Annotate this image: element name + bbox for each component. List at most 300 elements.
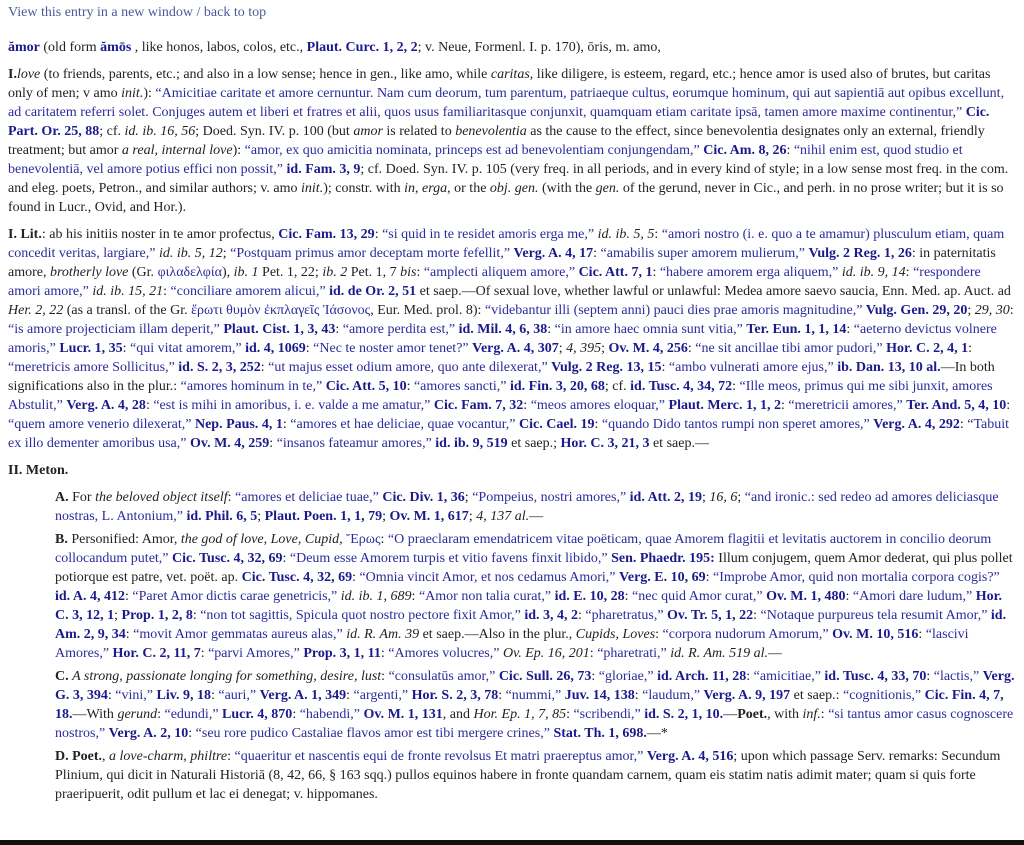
text: , or the bbox=[447, 181, 490, 196]
text: ; bbox=[558, 341, 567, 356]
italic-text: id. R. Am. 519 al. bbox=[670, 646, 768, 661]
citation-link[interactable]: Ov. M. 1, 131 bbox=[363, 707, 443, 722]
text: Personified: Amor, bbox=[67, 532, 181, 547]
citation-link[interactable]: Verg. A. 2, 10 bbox=[108, 726, 189, 741]
text: : bbox=[959, 417, 968, 432]
citation-link[interactable]: Cic. Cael. 19 bbox=[519, 417, 595, 432]
sense-paragraph bbox=[8, 38, 1016, 57]
citation-link[interactable]: Lucr. 4, 870 bbox=[222, 707, 293, 722]
text: : bbox=[968, 341, 972, 356]
quotation: “Paret Amor dictis carae genetricis,” bbox=[132, 589, 338, 604]
text: —In both significations also in the plur.: bbox=[8, 360, 995, 394]
text: , with bbox=[767, 707, 803, 722]
headword: ămōs bbox=[100, 40, 132, 55]
citation-link[interactable]: Verg. A. 1, 349 bbox=[259, 688, 347, 703]
text: ; bbox=[114, 608, 122, 623]
text: : bbox=[594, 417, 602, 432]
text: ; bbox=[222, 246, 231, 261]
text: : bbox=[753, 608, 761, 623]
text: : bbox=[589, 646, 598, 661]
text: : bbox=[652, 265, 660, 280]
greek-text: φιλαδελφία bbox=[157, 265, 222, 280]
sense-label: B. bbox=[55, 532, 68, 547]
text: : bbox=[845, 589, 853, 604]
citation-link[interactable]: Ov. M. 1, 480 bbox=[766, 589, 846, 604]
text: : bbox=[411, 589, 419, 604]
italic-text: amor bbox=[353, 124, 383, 139]
quotation: “nummi,” bbox=[505, 688, 562, 703]
text: : bbox=[566, 707, 574, 722]
nav-separator: / bbox=[193, 5, 204, 20]
text: : bbox=[705, 570, 714, 585]
subsense-paragraph bbox=[55, 488, 1016, 526]
quotation: “gloriae,” bbox=[598, 669, 654, 684]
citation-link[interactable]: Cic. Tusc. 4, 32, 69 bbox=[241, 570, 353, 585]
text: , and bbox=[442, 707, 474, 722]
text: ; bbox=[737, 490, 745, 505]
text: (old form bbox=[39, 40, 101, 55]
quotation: “qui vitat amorem,” bbox=[130, 341, 242, 356]
citation-link[interactable]: Hor. C. 2, 4, 1 bbox=[886, 341, 969, 356]
quotation: “amores sancti,” bbox=[413, 379, 507, 394]
italic-text: a real, internal love bbox=[121, 143, 233, 158]
text: : bbox=[1009, 303, 1014, 318]
quotation: “ut majus esset odium amore, quo ante dilexerat,” bbox=[268, 360, 548, 375]
text: : bbox=[786, 143, 794, 158]
view-in-new-window-link[interactable]: View this entry in a new window bbox=[8, 5, 194, 20]
text: : bbox=[498, 688, 506, 703]
text: ): bbox=[232, 143, 245, 158]
text: ; bbox=[382, 509, 390, 524]
text: ; bbox=[702, 490, 710, 505]
quotation: “quem amore venerio dilexerat,” bbox=[8, 417, 192, 432]
sense-paragraph bbox=[8, 461, 1016, 480]
citation-link[interactable]: Hor. C. 3, 12, 1 bbox=[55, 589, 1003, 623]
text: : ab his initiis noster in te amor profectus, bbox=[41, 227, 279, 242]
text: : bbox=[380, 646, 389, 661]
text: : bbox=[661, 360, 669, 375]
citation-link[interactable]: Vulg. 2 Reg. 1, 26 bbox=[808, 246, 912, 261]
quotation: “edundi,” bbox=[164, 707, 219, 722]
sense-label: A. bbox=[55, 490, 69, 505]
text: ; upon which passage Serv. remarks: Secundum Plinium, qui dicit in Naturali Historiā (8, 42, 66, § 163 sqq.) pullos equinos habere in fronte quandam carnem, quam eis statim natis adimit mater; quam si quis forte praeripuerit, odit pullum et lac ei denegat; v. hippomanes. bbox=[55, 749, 1001, 802]
greek-text: ἔρωτι θυμὸν ἐκπλαγεῖς Ἰάσονος bbox=[191, 303, 371, 318]
citation-link[interactable]: Prop. 1, 2, 8 bbox=[121, 608, 193, 623]
citation-link[interactable]: Plaut. Curc. 1, 2, 2 bbox=[306, 40, 418, 55]
citation-link[interactable]: id. ib. 9, 519 bbox=[435, 436, 508, 451]
italic-text: brotherly love bbox=[49, 265, 129, 280]
citation-link[interactable]: Plaut. Merc. 1, 1, 2 bbox=[668, 398, 782, 413]
text: , Eur. Med. prol. 8): bbox=[370, 303, 485, 318]
citation-link[interactable]: Verg. A. 9, 197 bbox=[703, 688, 791, 703]
text: : bbox=[282, 551, 290, 566]
text: : bbox=[846, 322, 854, 337]
text: et saep.; bbox=[507, 436, 561, 451]
italic-text: Cupids bbox=[575, 627, 616, 642]
text: : bbox=[200, 646, 209, 661]
text: : bbox=[163, 284, 171, 299]
citation-link[interactable]: id. A. 4, 412 bbox=[55, 589, 126, 604]
quotation: “nec quid Amor curat,” bbox=[632, 589, 763, 604]
text: ; bbox=[468, 509, 477, 524]
citation-link[interactable]: Ov. M. 1, 617 bbox=[389, 509, 469, 524]
text: : bbox=[125, 589, 133, 604]
quotation: “Amicitiae caritate et amore cernuntur. Nam cum deorum, tum parentum, patriaeque cultus, eorumque hominum, qui aut sapientiā aut opibus excellunt, ad caritatem referri solet. Conjuges autem et liberi et fratres et alii, quos usus familiaritasque conjunxit, quamquam etiam caritate ipsā, tamen amore maxime continentur,” bbox=[8, 86, 1005, 120]
quotation: “amores et hae deliciae, quae vocantur,” bbox=[290, 417, 516, 432]
quotation: “seu rore pudico Castaliae flavos amor est tibi mergere crines,” bbox=[195, 726, 550, 741]
quotation: “O praeclaram emendatricem vitae poëticam, quae Amorem flagitii et levitatis auctorem in concilio deorum collocandum putet,” bbox=[55, 532, 992, 566]
citation-link[interactable]: Liv. 9, 18 bbox=[156, 688, 211, 703]
citation-link[interactable]: Prop. 3, 1, 11 bbox=[303, 646, 381, 661]
citation-link[interactable]: Nep. Paus. 4, 1 bbox=[194, 417, 283, 432]
citation-link[interactable]: Verg. A. 4, 516 bbox=[646, 749, 734, 764]
text: : bbox=[591, 669, 599, 684]
text: , bbox=[339, 532, 347, 547]
quotation: “in amore haec omnia sunt vitia,” bbox=[554, 322, 743, 337]
sense-paragraph bbox=[8, 225, 1016, 453]
italic-text: inf. bbox=[802, 707, 821, 722]
citation-link[interactable]: Juv. 14, 138 bbox=[564, 688, 635, 703]
quotation: “si tantus amor casus cognoscere nostros,” bbox=[55, 707, 1014, 741]
text: (with the bbox=[538, 181, 596, 196]
text: : bbox=[227, 749, 235, 764]
text: : in paternitatis amore, bbox=[8, 246, 996, 280]
text: et saep.— bbox=[649, 436, 709, 451]
text: : bbox=[380, 532, 388, 547]
text: Illum conjugem, quem Amor dederat, qui plus pollet potiorque est patre, vet. poët. ap. bbox=[55, 551, 1013, 585]
text: ); constr. with bbox=[323, 181, 405, 196]
quotation: “amore perdita est,” bbox=[342, 322, 456, 337]
citation-link[interactable]: Ov. M. 4, 256 bbox=[608, 341, 688, 356]
text: : bbox=[352, 570, 360, 585]
citation-link[interactable]: Plaut. Cist. 1, 3, 43 bbox=[223, 322, 336, 337]
citation-link[interactable]: id. Tusc. 4, 33, 70 bbox=[824, 669, 927, 684]
quotation: “amabilis super amorem mulierum,” bbox=[600, 246, 806, 261]
text: : bbox=[335, 322, 343, 337]
italic-text: id. ib. 5, 5 bbox=[597, 227, 655, 242]
italic-text: init. bbox=[301, 181, 324, 196]
citation-link[interactable]: Ov. M. 4, 259 bbox=[189, 436, 270, 451]
text: : bbox=[282, 417, 291, 432]
citation-link[interactable]: id. Phil. 6, 5 bbox=[186, 509, 258, 524]
text: ; v. Neue, Formenl. I. p. 170), ōris, m. amo, bbox=[417, 40, 661, 55]
quotation: “scribendi,” bbox=[573, 707, 641, 722]
text: Pet. 1, 22; bbox=[258, 265, 323, 280]
quotation: “Postquam primus amor deceptam morte fefellit,” bbox=[230, 246, 511, 261]
subsense-paragraph bbox=[55, 667, 1016, 743]
text: —With bbox=[72, 707, 118, 722]
italic-text: init. bbox=[121, 86, 144, 101]
quotation: “Deum esse Amorem turpis et vitio favens finxit libido,” bbox=[289, 551, 608, 566]
italic-text: erga bbox=[421, 181, 448, 196]
citation-link[interactable]: Verg. A. 4, 17 bbox=[513, 246, 594, 261]
text: : bbox=[547, 322, 555, 337]
quotation: “argenti,” bbox=[353, 688, 409, 703]
italic-text: a love-charm, philtre bbox=[109, 749, 228, 764]
text: : bbox=[416, 265, 424, 280]
italic-text: id. ib. 1, 689 bbox=[340, 589, 412, 604]
citation-link[interactable]: Cic. Div. 1, 36 bbox=[382, 490, 465, 505]
quotation: “amores et deliciae tuae,” bbox=[235, 490, 379, 505]
text: : bbox=[593, 246, 601, 261]
quotation: “Notaque purpureus tela resumit Amor,” bbox=[760, 608, 988, 623]
italic-text: Cupid bbox=[304, 532, 340, 547]
italic-text: Ov. Ep. 16, 201 bbox=[502, 646, 590, 661]
text: : bbox=[732, 379, 740, 394]
citation-link[interactable]: id. E. 10, 28 bbox=[554, 589, 625, 604]
text: is related to bbox=[382, 124, 456, 139]
italic-text: id. ib. 9, 14 bbox=[841, 265, 906, 280]
quotation: “meos amores eloquar,” bbox=[530, 398, 666, 413]
text: : bbox=[269, 436, 277, 451]
citation-link[interactable]: Ter. And. 5, 4, 10 bbox=[906, 398, 1007, 413]
citation-link[interactable]: Verg. A. 4, 28 bbox=[66, 398, 146, 413]
citation-link[interactable]: id. Am. 2, 9, 34 bbox=[55, 608, 1007, 642]
text: : bbox=[145, 398, 154, 413]
italic-text: 16, 6 bbox=[709, 490, 738, 505]
sense-label: Poet. bbox=[737, 707, 768, 722]
text: , bbox=[615, 627, 623, 642]
citation-link[interactable]: Cic. Att. 5, 10 bbox=[325, 379, 407, 394]
sense-label: I. bbox=[8, 67, 17, 82]
back-to-top-link[interactable]: back to top bbox=[203, 5, 267, 20]
text: : bbox=[292, 707, 300, 722]
quotation: “meretricii amores,” bbox=[788, 398, 903, 413]
text: : bbox=[820, 707, 829, 722]
italic-text: love bbox=[16, 67, 41, 82]
text: ; cf. Doed. Syn. IV. p. 105 (very freq. in all periods, and in every kind of style; in a low sense most freq. in the com. and eleg. poets, Petron., and similar authors; v. amo bbox=[8, 162, 1009, 196]
citation-link[interactable]: Cic. Tusc. 4, 32, 69 bbox=[172, 551, 283, 566]
citation-link[interactable]: Stat. Th. 1, 698. bbox=[553, 726, 647, 741]
text: : bbox=[305, 341, 314, 356]
text: , bbox=[102, 749, 110, 764]
text: ; bbox=[967, 303, 975, 318]
italic-text: ib. 1 bbox=[233, 265, 259, 280]
text: : bbox=[406, 379, 414, 394]
text: : bbox=[523, 398, 531, 413]
italic-text: gen. bbox=[595, 181, 620, 196]
text: : bbox=[918, 627, 926, 642]
text: For bbox=[68, 490, 96, 505]
text: as the cause to the effect, since benevolentia designates only an external, friendly treatment; but amor bbox=[8, 124, 985, 158]
quotation: “quando Dido tantos rumpi non speret amores,” bbox=[601, 417, 870, 432]
quotation: “lascivi Amores,” bbox=[55, 627, 969, 661]
quotation: “ne sit ancillae tibi amor pudori,” bbox=[695, 341, 883, 356]
italic-text: Hor. Ep. 1, 7, 85 bbox=[473, 707, 567, 722]
citation-link[interactable]: Hor. C. 2, 11, 7 bbox=[112, 646, 201, 661]
quotation: “Pompeius, nostri amores,” bbox=[472, 490, 627, 505]
citation-link[interactable]: Hor. C. 3, 21, 3 bbox=[560, 436, 650, 451]
text: : bbox=[227, 490, 236, 505]
citation-link[interactable]: id. Att. 2, 19 bbox=[629, 490, 703, 505]
text: : bbox=[374, 227, 383, 242]
citation-link[interactable]: Ov. M. 10, 516 bbox=[832, 627, 919, 642]
text: : bbox=[122, 341, 130, 356]
text: (Gr. bbox=[128, 265, 158, 280]
quotation: “habendi,” bbox=[299, 707, 360, 722]
quotation: “non tot sagittis, Spicula quot nostro pectore fixit Amor,” bbox=[200, 608, 521, 623]
text: : bbox=[687, 341, 696, 356]
text: : bbox=[578, 608, 586, 623]
citation-link[interactable]: Sen. Phaedr. 195: bbox=[611, 551, 715, 566]
text: Pet. 1, 7 bbox=[347, 265, 401, 280]
quotation: “Omnia vincit Amor, et nos cedamus Amori,” bbox=[359, 570, 616, 585]
text: —* bbox=[646, 726, 668, 741]
text: : bbox=[381, 669, 389, 684]
text: (as a transl. of the Gr. bbox=[63, 303, 192, 318]
text: : bbox=[157, 707, 165, 722]
text: : bbox=[905, 265, 914, 280]
text: et saep.—Of sexual love, whether lawful or unlawful: Medea amore saevo saucia, Enn. Med. ap. Auct. ad bbox=[416, 284, 1011, 299]
italic-text: id. ib. 16, 56 bbox=[124, 124, 196, 139]
quotation: “and ironic.: sed redeo ad amores deliciasque nostras, L. Antonium,” bbox=[55, 490, 999, 524]
sense-paragraph bbox=[8, 65, 1016, 217]
citation-link[interactable]: id. 4, 1069 bbox=[245, 341, 306, 356]
text: , bbox=[414, 181, 422, 196]
italic-text: Love bbox=[270, 532, 298, 547]
quotation: “quaeritur et nascentis equi de fronte revolsus Et matri praereptus amor,” bbox=[234, 749, 644, 764]
italic-text: 4, 395 bbox=[566, 341, 602, 356]
citation-link[interactable]: Cic. Part. Or. 25, 88 bbox=[8, 105, 990, 139]
quotation: “pharetratus,” bbox=[585, 608, 664, 623]
text: ; Doed. Syn. IV. p. 100 (but bbox=[195, 124, 354, 139]
citation-link[interactable]: Cic. Am. 8, 26 bbox=[703, 143, 787, 158]
quotation: “Tabuit ex illo dementer amoribus usa,” bbox=[8, 417, 1010, 451]
text: : bbox=[746, 669, 754, 684]
subsense-paragraph bbox=[55, 530, 1016, 663]
text: ; cf. bbox=[604, 379, 631, 394]
quotation: “amicitiae,” bbox=[753, 669, 821, 684]
text: : bbox=[781, 398, 789, 413]
text: : bbox=[624, 589, 633, 604]
italic-text: 4, 137 al. bbox=[476, 509, 530, 524]
italic-text: A strong, passionate longing for something, desire, lust bbox=[72, 669, 382, 684]
citation-link[interactable]: id. Fin. 3, 20, 68 bbox=[509, 379, 605, 394]
citation-link[interactable]: Verg. A. 4, 307 bbox=[472, 341, 559, 356]
citation-link[interactable]: Ter. Eun. 1, 1, 14 bbox=[746, 322, 847, 337]
citation-link[interactable]: id. Fam. 3, 9 bbox=[286, 162, 361, 177]
sense-label: C. bbox=[55, 669, 69, 684]
text: — bbox=[529, 509, 544, 524]
citation-link[interactable]: Verg. E. 10, 69 bbox=[619, 570, 706, 585]
quotation: “Amor non talia curat,” bbox=[418, 589, 552, 604]
citation-link[interactable]: Cic. Sull. 26, 73 bbox=[498, 669, 592, 684]
citation-link[interactable]: id. Tusc. 4, 34, 72 bbox=[630, 379, 733, 394]
citation-link[interactable]: id. Mil. 4, 6, 38 bbox=[458, 322, 548, 337]
citation-link[interactable]: Hor. S. 2, 3, 78 bbox=[411, 688, 499, 703]
citation-link[interactable]: id. Arch. 11, 28 bbox=[657, 669, 747, 684]
italic-text: the god of love bbox=[180, 532, 264, 547]
quotation: “Amori dare ludum,” bbox=[852, 589, 973, 604]
quotation: “est is mihi in amoribus, i. e. valde a me amatur,” bbox=[153, 398, 431, 413]
quotation: “is amore projecticiam illam deperit,” bbox=[8, 322, 220, 337]
italic-text: 29, 30 bbox=[974, 303, 1010, 318]
citation-link[interactable]: Cic. Att. 7, 1 bbox=[578, 265, 653, 280]
quotation: “movit Amor gemmatas aureus alas,” bbox=[133, 627, 343, 642]
citation-link[interactable]: Verg. A. 4, 292 bbox=[873, 417, 960, 432]
text: , like diligere, is esteem, regard, etc.; hence amor is used also of brutes, but caritas only of men; v amo bbox=[8, 67, 991, 101]
sense-label: D. Poet. bbox=[55, 749, 103, 764]
text: : bbox=[654, 227, 662, 242]
quotation: “amplecti aliquem amore,” bbox=[423, 265, 576, 280]
quotation: “parvi Amores,” bbox=[208, 646, 300, 661]
text: : bbox=[125, 627, 134, 642]
text: : bbox=[346, 688, 354, 703]
text: et saep.: bbox=[790, 688, 843, 703]
citation-link[interactable]: Plaut. Poen. 1, 1, 79 bbox=[264, 509, 383, 524]
text: of the gerund, never in Cic., and perh. in no prose writer; but it is so found in Lucr., Ovid, and Hor.). bbox=[8, 181, 1004, 215]
text: : bbox=[192, 608, 201, 623]
text: : bbox=[188, 726, 196, 741]
italic-text: bis bbox=[400, 265, 417, 280]
citation-link[interactable]: id. S. 2, 3, 252 bbox=[178, 360, 261, 375]
citation-link[interactable]: Cic. Fam. 7, 32 bbox=[433, 398, 524, 413]
quotation: “nihil enim est, quod studio et benevolentiā, vel amore potius effici non possit,” bbox=[8, 143, 963, 177]
italic-text: caritas bbox=[490, 67, 530, 82]
italic-text: benevolentia bbox=[455, 124, 527, 139]
text: ; bbox=[257, 509, 265, 524]
text: ): bbox=[143, 86, 156, 101]
citation-link[interactable]: id. 3, 4, 2 bbox=[524, 608, 579, 623]
quotation: “amores hominum in te,” bbox=[180, 379, 323, 394]
quotation: “Amores volucres,” bbox=[388, 646, 500, 661]
text: ; bbox=[601, 341, 609, 356]
text: , like honos, labos, colos, etc., bbox=[131, 40, 307, 55]
citation-link[interactable]: Cic. Fam. 13, 29 bbox=[278, 227, 375, 242]
citation-link[interactable]: Ov. Tr. 5, 1, 22 bbox=[667, 608, 754, 623]
quotation: “Nec te noster amor tenet?” bbox=[313, 341, 469, 356]
italic-text: gerund bbox=[117, 707, 158, 722]
subsense-paragraph bbox=[55, 747, 1016, 804]
italic-text: id. R. Am. 39 bbox=[346, 627, 420, 642]
quotation: “insanos fateamur amores,” bbox=[276, 436, 432, 451]
quotation: “ambo vulnerati amore ejus,” bbox=[668, 360, 834, 375]
citation-link[interactable]: Vulg. Gen. 29, 20 bbox=[865, 303, 968, 318]
italic-text: the beloved object itself bbox=[95, 490, 228, 505]
citation-link[interactable]: ib. Dan. 13, 10 al. bbox=[837, 360, 941, 375]
quotation: “aeterno devictus volnere amoris,” bbox=[8, 322, 997, 356]
text: , bbox=[263, 532, 271, 547]
italic-text: Loves bbox=[622, 627, 656, 642]
italic-text: Her. 2, 22 bbox=[8, 303, 64, 318]
text: : bbox=[926, 669, 934, 684]
greek-text: Ἔρως bbox=[346, 532, 381, 547]
text: , bbox=[297, 532, 305, 547]
italic-text: id. ib. 5, 12 bbox=[158, 246, 223, 261]
text: ), bbox=[221, 265, 234, 280]
citation-link[interactable]: id. de Or. 2, 51 bbox=[329, 284, 417, 299]
citation-link[interactable]: Vulg. 2 Reg. 13, 15 bbox=[551, 360, 662, 375]
quotation: “amor, ex quo amicitia nominata, princeps est ad benevolentiam conjungendam,” bbox=[244, 143, 700, 158]
quotation: “Improbe Amor, quid non mortalia corpora cogis?” bbox=[713, 570, 1000, 585]
quotation: “meretricis amore Sollicitus,” bbox=[8, 360, 175, 375]
italic-text: ib. 2 bbox=[322, 265, 348, 280]
text: : bbox=[634, 688, 643, 703]
dictionary-entry bbox=[8, 38, 1016, 808]
headword: ămor bbox=[8, 40, 40, 55]
citation-link[interactable]: Verg. G. 3, 394 bbox=[55, 669, 1015, 703]
text: : bbox=[107, 688, 116, 703]
citation-link[interactable]: id. S. 2, 1, 10. bbox=[644, 707, 724, 722]
italic-text: obj. gen. bbox=[489, 181, 539, 196]
quotation: “respondere amori amore,” bbox=[8, 265, 981, 299]
text: : bbox=[1006, 398, 1011, 413]
quotation: “pharetrati,” bbox=[597, 646, 667, 661]
citation-link[interactable]: Lucr. 1, 35 bbox=[59, 341, 123, 356]
text: (to friends, parents, etc.; and also in a low sense; hence in gen., like amo, while bbox=[40, 67, 491, 82]
quotation: “Ille meos, primus qui me sibi junxit, amores Abstulit,” bbox=[8, 379, 993, 413]
citation-link[interactable]: Cic. Fin. 4, 7, 18. bbox=[55, 688, 1004, 722]
